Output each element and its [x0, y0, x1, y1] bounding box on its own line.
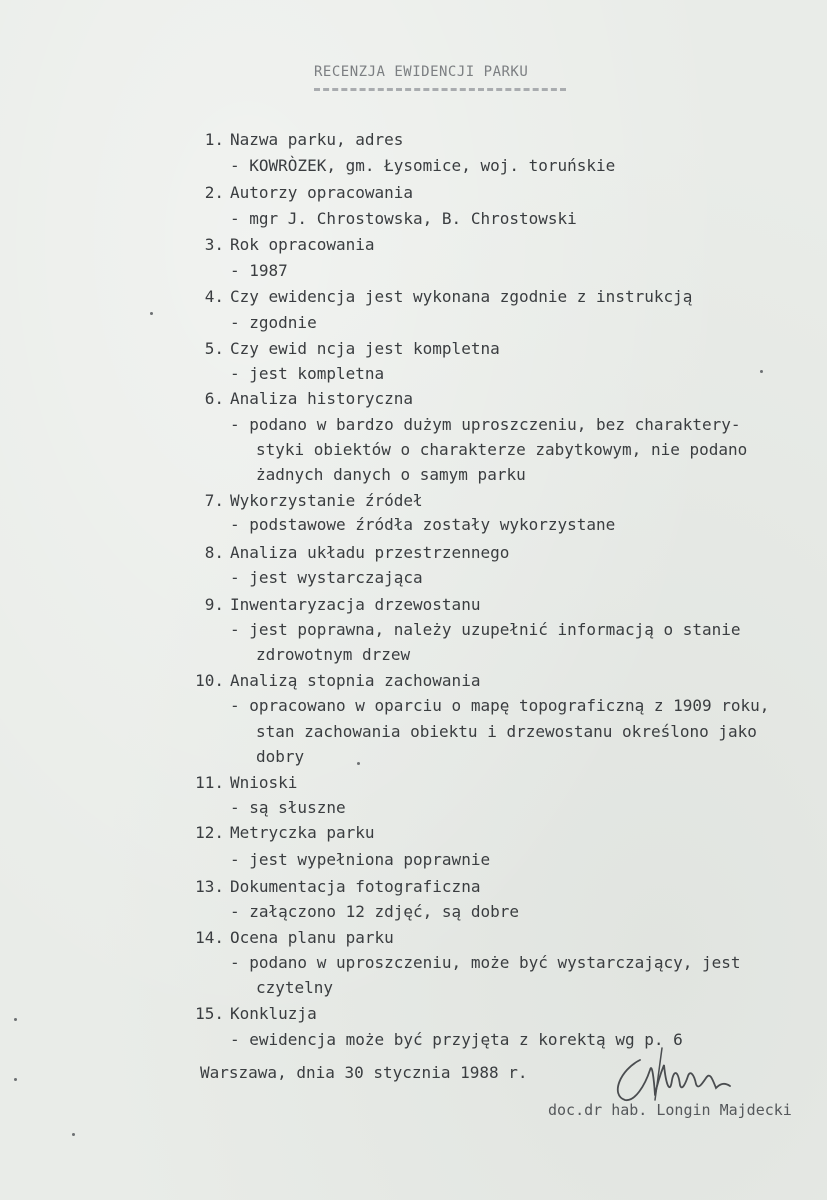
item-question: Konkluzja: [230, 1004, 317, 1023]
item-answer: styki obiektów o charakterze zabytkowym, nie podano: [256, 440, 748, 459]
paper-speck: [72, 1133, 75, 1136]
item-question: Wykorzystanie źródeł: [230, 491, 423, 510]
item-number: 8.: [204, 543, 224, 562]
item-question: Nazwa parku, adres: [230, 130, 404, 149]
item-number: 7.: [204, 491, 224, 510]
paper-speck: [150, 312, 153, 315]
item-number: 2.: [204, 183, 224, 202]
item-answer: - podstawowe źródła zostały wykorzystane: [230, 515, 616, 534]
item-number: 5.: [204, 339, 224, 358]
item-answer: - podano w uproszczeniu, może być wystarczający, jest: [230, 953, 741, 972]
signer-name: doc.dr hab. Longin Majdecki: [548, 1101, 792, 1119]
item-number: 1.: [204, 130, 224, 149]
item-number: 13.: [195, 877, 224, 896]
item-answer: dobry: [256, 747, 305, 766]
item-answer: - jest kompletna: [230, 364, 385, 383]
paper-speck: [14, 1018, 17, 1021]
item-number: 15.: [195, 1004, 224, 1023]
item-question: Ocena planu parku: [230, 928, 394, 947]
paper-speck: [760, 370, 763, 373]
document-title: RECENZJA EWIDENCJI PARKU: [314, 64, 529, 80]
place-date: Warszawa, dnia 30 stycznia 1988 r.: [200, 1063, 528, 1082]
paper-speck: [357, 762, 360, 765]
item-question: Rok opracowania: [230, 235, 375, 254]
item-number: 3.: [204, 235, 224, 254]
item-answer: stan zachowania obiektu i drzewostanu określono jako: [256, 722, 757, 741]
item-number: 11.: [195, 773, 224, 792]
item-answer: - KOWRÒZEK, gm. Łysomice, woj. toruńskie: [230, 156, 616, 175]
item-answer: - jest poprawna, należy uzupełnić informacją o stanie: [230, 620, 741, 639]
item-question: Autorzy opracowania: [230, 183, 414, 202]
item-answer: żadnych danych o samym parku: [256, 465, 526, 484]
item-question: Dokumentacja fotograficzna: [230, 877, 481, 896]
item-answer: - są słuszne: [230, 798, 346, 817]
item-answer: - zgodnie: [230, 313, 317, 332]
signature-mark: [600, 1040, 760, 1110]
item-answer: - jest wypełniona poprawnie: [230, 850, 491, 869]
item-question: Czy ewid ncja jest kompletna: [230, 339, 500, 358]
paper-speck: [14, 1078, 17, 1081]
item-answer: czytelny: [256, 978, 334, 997]
item-number: 6.: [204, 389, 224, 408]
item-question: Analiza historyczna: [230, 389, 414, 408]
item-answer: - 1987: [230, 261, 288, 280]
item-question: Analizą stopnia zachowania: [230, 671, 481, 690]
item-question: Wnioski: [230, 773, 298, 792]
item-number: 10.: [195, 671, 224, 690]
item-question: Metryczka parku: [230, 823, 375, 842]
item-answer: zdrowotnym drzew: [256, 645, 411, 664]
item-number: 4.: [204, 287, 224, 306]
item-answer: - mgr J. Chrostowska, B. Chrostowski: [230, 209, 577, 228]
item-number: 12.: [195, 823, 224, 842]
item-number: 14.: [195, 928, 224, 947]
item-number: 9.: [204, 595, 224, 614]
item-question: Czy ewidencja jest wykonana zgodnie z instrukcją: [230, 287, 693, 306]
item-answer: - załączono 12 zdjęć, są dobre: [230, 902, 519, 921]
item-question: Inwentaryzacja drzewostanu: [230, 595, 481, 614]
title-underline: [314, 88, 566, 94]
item-answer: - opracowano w oparciu o mapę topograficzną z 1909 roku,: [230, 696, 770, 715]
item-question: Analiza układu przestrzennego: [230, 543, 510, 562]
item-answer: - podano w bardzo dużym uproszczeniu, bez charaktery-: [230, 415, 741, 434]
item-answer: - jest wystarczająca: [230, 568, 423, 587]
item-answer: - ewidencja może być przyjęta z korektą wg p. 6: [230, 1030, 683, 1049]
